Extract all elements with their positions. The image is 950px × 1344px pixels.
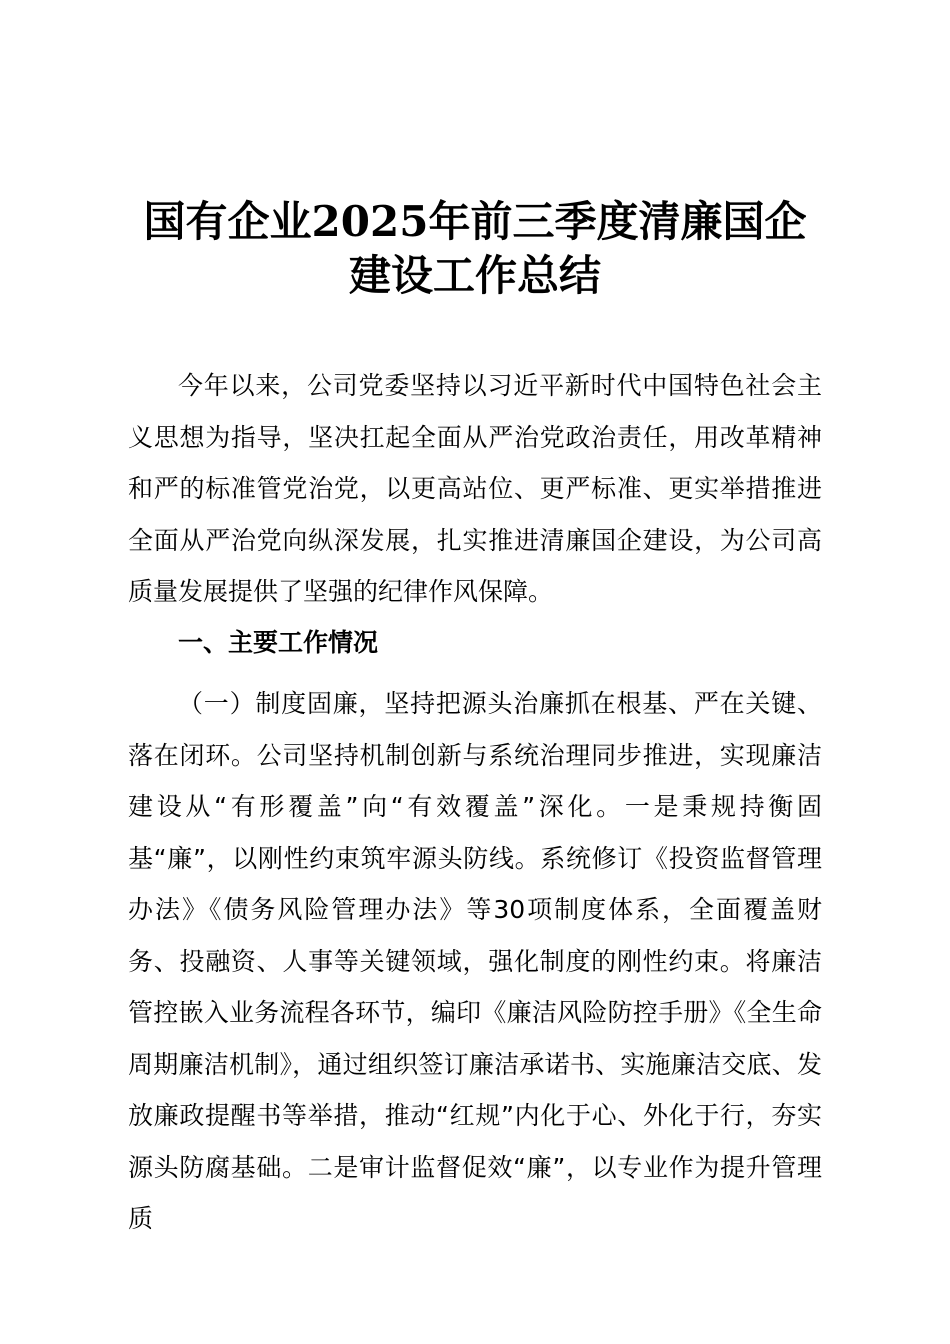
section-paragraph: （一）制度固廉，坚持把源头治廉抓在根基、严在关键、落在闭环。公司坚持机制创新与系统治理同步推进，实现廉洁建设从“有形覆盖”向“有效覆盖”深化。一是秉规持衡固基“廉”，以刚性约束筑牢源头防线。系统修订《投资监督管理办法》《债务风险管理办法》等30项制度体系，全面覆盖财务、投融资、人事等关键领域，强化制度的刚性约束。将廉洁管控嵌入业务流程各环节，编印《廉洁风险防控手册》《全生命周期廉洁机制》，通过组织签订廉洁承诺书、实施廉洁交底、发放廉政提醒书等举措，推动“红规”内化于心、外化于行，夯实源头防腐基础。二是审计监督促效“廉”，以专业作为提升管理质 — [128, 689, 822, 1233]
intro-paragraph: 今年以来，公司党委坚持以习近平新时代中国特色社会主义思想为指导，坚决扛起全面从严治党政治责任，用改革精神和严的标准管党治党，以更高站位、更严标准、更实举措推进全面从严治党向纵深发展，扎实推进清廉国企建设，为公司高质量发展提供了坚强的纪律作风保障。 — [128, 371, 822, 606]
section-heading: 一、主要工作情况 — [178, 628, 379, 657]
document-title-line-1: 国有企业2025年前三季度清廉国企 — [143, 197, 807, 246]
document-title-line-2: 建设工作总结 — [348, 251, 601, 300]
